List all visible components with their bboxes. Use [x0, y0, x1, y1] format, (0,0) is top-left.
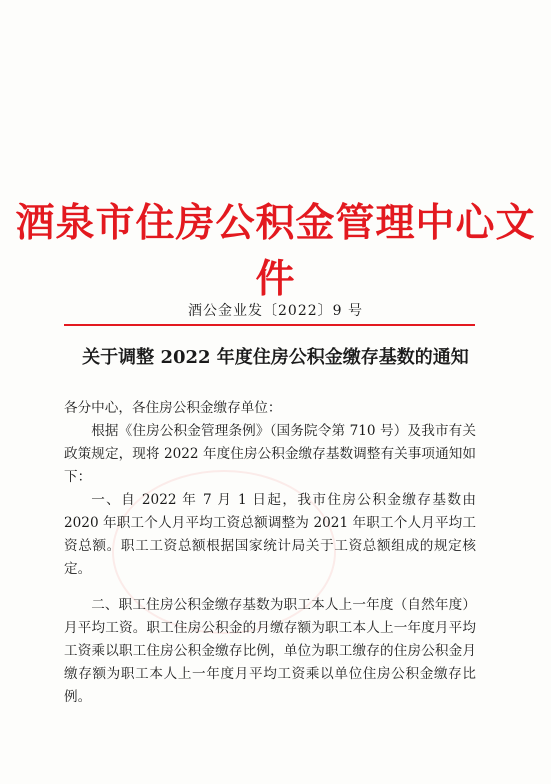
- document-number: 酒公金业发〔2022〕9 号: [188, 303, 363, 319]
- document-masthead: 酒泉市住房公积金管理中心文件: [15, 201, 536, 302]
- paragraph-2: 二、职工住房公积金缴存基数为职工本人上一年度（自然年度）月平均工资。职工住房公积金的月缴存额为职工本人上一年度月平均工资乘以职工住房公积金缴存比例，单位为职工缴存的住房公积金月缴存额为职工本人上一年度月平均工资乘以单位住房公积金缴存比例。: [64, 597, 476, 705]
- notice-body: [64, 397, 476, 709]
- intro-paragraph: 根据《住房公积金管理条例》（国务院令第 710 号）及我市有关政策规定，现将 2022 年度住房公积金缴存基数调整有关事项通知如下：: [64, 423, 476, 485]
- paragraph-1: 一、自 2022 年 7 月 1 日起，我市住房公积金缴存基数由 2020 年职工个人月平均工资总额调整为 2021 年职工个人月平均工资总额。职工工资总额根据国家统计局关于工资总额组成的规定核定。: [64, 492, 476, 577]
- notice-title: 关于调整 2022 年度住房公积金缴存基数的通知: [82, 347, 469, 368]
- red-divider-line: [64, 324, 475, 326]
- salutation: 各分中心，各住房公积金缴存单位：: [64, 400, 282, 416]
